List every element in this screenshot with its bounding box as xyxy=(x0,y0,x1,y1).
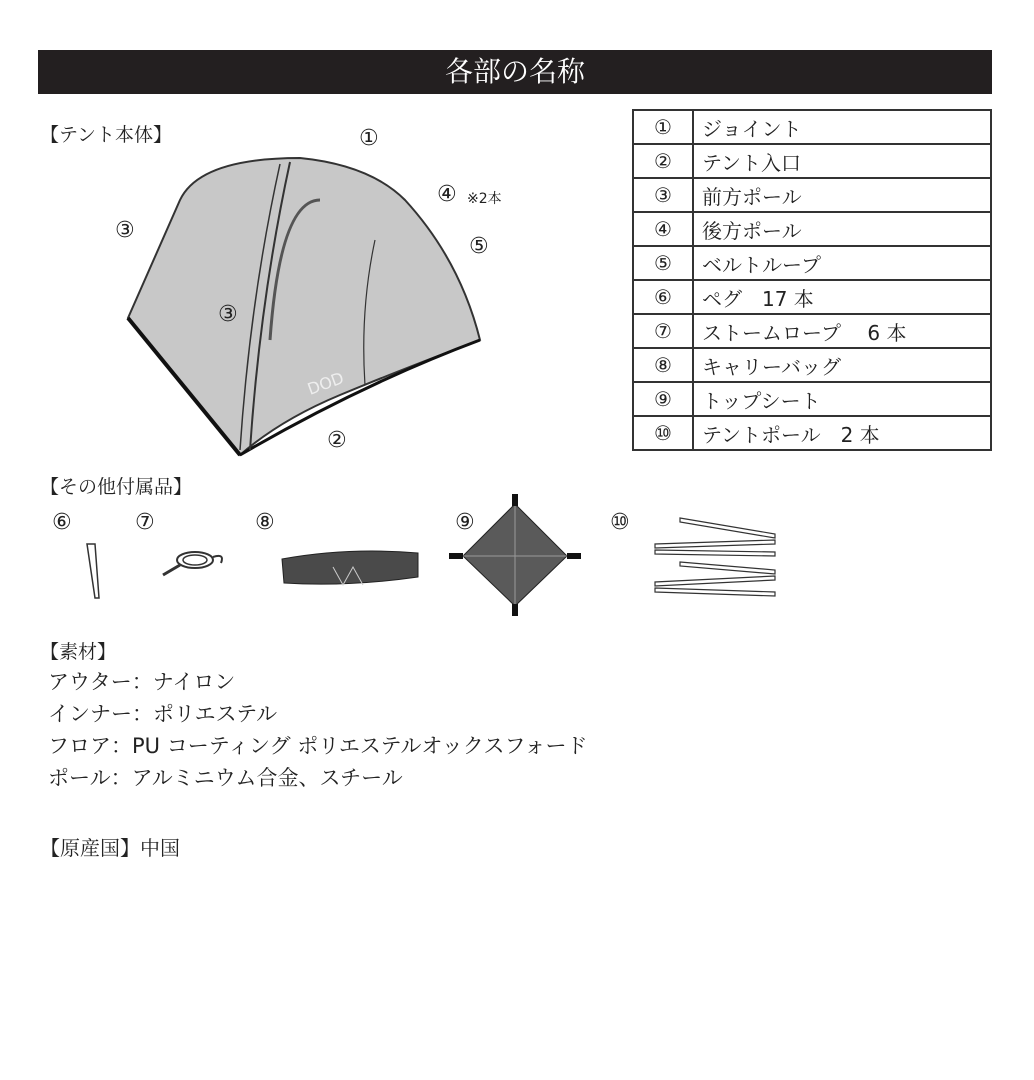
table-row xyxy=(633,280,991,314)
material-outer: アウター：ナイロン xyxy=(48,670,236,694)
part-number: ⑨ xyxy=(633,382,693,416)
peg-icon xyxy=(85,540,105,602)
callout-3b: ③ xyxy=(218,302,238,327)
material-pole: ポール：アルミニウム合金、スチール xyxy=(48,766,403,790)
carry-bag-icon xyxy=(278,545,423,590)
callout-2: ② xyxy=(327,428,347,453)
part-number: ⑦ xyxy=(633,314,693,348)
material-floor: フロア：PU コーティング ポリエステルオックスフォード xyxy=(48,734,588,758)
part-name: ストームロープ 6 本 xyxy=(693,314,991,348)
part-number: ⑩ xyxy=(633,416,693,450)
part-name: 後方ポール xyxy=(693,212,991,246)
part-name: テント入口 xyxy=(693,144,991,178)
part-name: 前方ポール xyxy=(693,178,991,212)
table-row xyxy=(633,382,991,416)
table-row xyxy=(633,246,991,280)
callout-3a: ③ xyxy=(115,218,135,243)
svg-text:DOD: DOD xyxy=(304,368,347,399)
page-title: 各部の名称 xyxy=(38,50,992,94)
accessory-num-10: ⑩ xyxy=(610,510,630,535)
part-name: キャリーバッグ xyxy=(693,348,991,382)
origin xyxy=(40,832,180,861)
materials-label: 【素材】 xyxy=(40,641,117,663)
table-row xyxy=(633,178,991,212)
tent-pole-icon xyxy=(650,512,780,602)
part-name: ペグ 17 本 xyxy=(693,280,991,314)
part-number: ③ xyxy=(633,178,693,212)
origin-label: 【原産国】 xyxy=(40,836,140,860)
table-row xyxy=(633,416,991,450)
material-inner: インナー：ポリエステル xyxy=(48,702,278,726)
top-sheet-icon xyxy=(445,490,585,620)
accessory-num-8: ⑧ xyxy=(255,510,275,535)
storm-rope-icon xyxy=(155,545,230,585)
callout-1: ① xyxy=(359,126,379,151)
table-row xyxy=(633,110,991,144)
part-name: テントポール 2 本 xyxy=(693,416,991,450)
part-number: ⑤ xyxy=(633,246,693,280)
tent-section-label: 【テント本体】 xyxy=(40,124,173,146)
accessory-num-9: ⑨ xyxy=(455,510,475,535)
callout-5: ⑤ xyxy=(469,234,489,259)
part-name: ジョイント xyxy=(693,110,991,144)
table-row xyxy=(633,144,991,178)
part-number: ① xyxy=(633,110,693,144)
part-number: ② xyxy=(633,144,693,178)
part-number: ⑥ xyxy=(633,280,693,314)
accessory-num-6: ⑥ xyxy=(52,510,72,535)
table-row xyxy=(633,212,991,246)
accessory-num-7: ⑦ xyxy=(135,510,155,535)
table-row xyxy=(633,348,991,382)
table-row xyxy=(633,314,991,348)
part-name: トップシート xyxy=(693,382,991,416)
part-number: ⑧ xyxy=(633,348,693,382)
callout-4-note: ※2本 xyxy=(467,191,502,207)
origin-value: 中国 xyxy=(140,836,180,860)
accessories-label: 【その他付属品】 xyxy=(40,476,193,498)
parts-table xyxy=(632,109,992,451)
part-number: ④ xyxy=(633,212,693,246)
part-name: ベルトループ xyxy=(693,246,991,280)
callout-4: ④ xyxy=(437,182,457,207)
